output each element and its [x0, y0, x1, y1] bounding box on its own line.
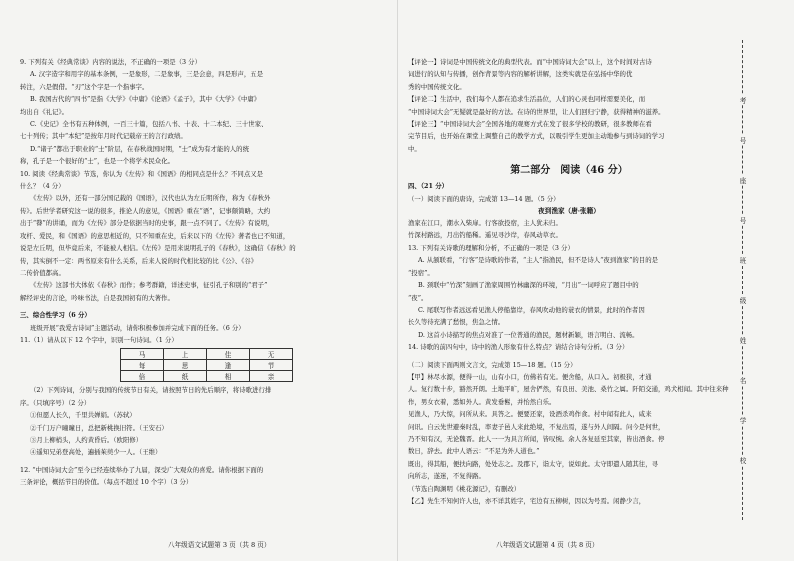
text-line: 序。（只填序号）（2 分）: [20, 398, 91, 407]
left-page-body: [20, 56, 390, 489]
text-line: 10. 阅读《经典常谈》节选，你认为《左传》和《国语》的相同点是什么？不同点又是: [20, 169, 264, 178]
text-line: 11.（1）请从以下 12 个字中，识别一句诗词。（1 分）: [20, 335, 178, 344]
text-line: 传》。后世学者研究这一说的很多，推论人的意见，《国语》重在“语”，记事颇简略，大约: [20, 206, 271, 215]
text-line: （二）阅读下面两则文言文，完成第 15—18 题。（15 分）: [408, 360, 577, 369]
text-line: 乃不知有汉，无论魏晋。此人一一为具言所闻，皆叹惋。余人各复延至其家，皆出酒食。停: [408, 434, 665, 443]
text-line: 二传价值都高。: [20, 268, 65, 277]
right-page: [398, 0, 736, 561]
grid-cell: 无: [250, 349, 293, 360]
text-line: “中国诗词大会”无疑就是最好的方法。在诗的世界里，让人们回归宁静，获得精神的滋养。: [408, 107, 665, 116]
grid-cell: 亲: [250, 371, 293, 382]
text-line: 均出自《礼记》。: [20, 107, 69, 116]
text-line: 14. 诗歌的前四句中，诗中的渔人形象有什么特点？请结合诗句分析。（3 分）: [408, 343, 629, 352]
binding-label: 号: [736, 215, 750, 225]
text-line: 【评论一】诗词是中国传统文化的典型代表。而“中国诗词大会”以上，这个时间对古诗: [408, 58, 652, 66]
text-line: A. 从颔联看，“行客”是诗歌的作者，“主人”指渔民，但不是诗人“夜到渔家”的目的是: [418, 256, 659, 265]
grid-cell: 思: [164, 360, 207, 371]
binding-label: 考: [736, 95, 750, 105]
text-line: 三条评论，概括节目的价值。（每点不超过 10 个字）（3 分）: [20, 478, 193, 487]
text-line: 渔家在江口，潮水入柴扉。行客欲投宿，主人犹未归。: [408, 219, 562, 228]
text-line: 见渔人，乃大惊，问所从来。具答之。便要还家，设酒杀鸡作食。村中闻有此人，咸来: [408, 410, 652, 419]
text-line: 向所志，遂迷，不复得路。: [408, 472, 485, 481]
text-line: 12. “中国诗词大会”至今已经连续举办了九届，深受广大观众的喜爱。请你根据下面的: [20, 465, 264, 474]
text-line: 长久等待充满了愁恨，焦急之情。: [408, 318, 505, 327]
text-line: 传，其实倒不一定：两书原来有什么关系，后来人说的时代相比较的比《公》、《谷》: [20, 256, 258, 265]
text-line: （2）下列诗词，分别与我国的传统节日有关，请按照节日的先后顺序，将诗歌进行排: [30, 386, 272, 395]
text-line: 【评论二】生活中，我们每个人都在追求生活品位，人们的心灵也同样需要美化，而: [408, 95, 646, 104]
text-line: 七十列传；其中“本纪”是按年月时代记载帝王的言行政绩。: [20, 132, 187, 141]
binding-label: 校: [736, 455, 750, 465]
text-line: 转注，六是假借。“刃”这个字是一个指事字。: [20, 82, 149, 91]
grid-cell: 马: [121, 349, 164, 360]
text-line: C. 尾联写作者远远看见渔人停船靠岸，春风吹动他的蓑衣的情景，此时的作者因: [418, 305, 645, 314]
text-line: ④遥知兄弟登高处，遍插茱萸少一人。（王维）: [30, 448, 162, 457]
binding-label: 级: [736, 295, 750, 305]
text-line: D. 这首小诗描写的焦点对准了一位普通的渔民，题材新颖，语言明白、流畅。: [418, 330, 639, 339]
text-line: 三、综合性学习（6 分）: [20, 311, 91, 320]
text-line: B. 颈联中“竹深”刻画了渔家周围竹林幽深的环境，“月出”一词呼应了题目中的: [418, 281, 639, 290]
text-line: 数日，辞去。此中人语云：“不足为外人道也。”: [408, 447, 540, 456]
binding-label: 号: [736, 135, 750, 145]
text-line: ①但愿人长久，千里共婵娟。（苏轼）: [30, 411, 136, 420]
text-line: A. 汉字造字和用字的基本条例，一是象形，二是象事，三是会意，四是形声，五是: [30, 70, 264, 79]
binding-label: 座: [736, 175, 750, 185]
binding-dash-line: [742, 40, 743, 520]
grid-cell: 纸: [164, 371, 207, 382]
grid-cell: 倍: [121, 371, 164, 382]
text-line: 《左传》以外，还有一部分国记载的《国语》，汉代也认为左丘明所作，称为《春秋外: [30, 194, 271, 203]
text-line: 人。复行数十步，豁然开朗。土地平旷，屋舍俨然，有良田、美池、桑竹之属。阡陌交通，鸡犬相闻。其中往来种: [408, 385, 729, 394]
left-page-footer: 八年级语文试题第 3 页（共 8 页）: [168, 541, 271, 549]
binding-label: 班: [736, 255, 750, 265]
grid-cell: 逢: [207, 360, 250, 371]
text-line: 【评论三】“中国诗词大会”全国各地的观赛方式在发了很多学校的教研，很多教师在看: [408, 120, 652, 129]
text-line: 什么？（4 分）: [20, 182, 65, 191]
text-line: 【甲】林尽水源，便得一山，山有小口，仿佛若有光。便舍船，从口入。初极狭，才通: [408, 372, 652, 381]
grid-cell: 每: [121, 360, 164, 371]
text-line: （节选自陶渊明《桃花源记》，有删改）: [408, 484, 521, 493]
grid-cell: 上: [164, 349, 207, 360]
text-line: 出于“瞽”的讲诵，而为《左传》部分是依据当时的史事，跟一点不同了。《左传》有说明，: [20, 219, 274, 228]
grid-cell: 相: [207, 371, 250, 382]
text-line: 9. 下列有关《经典常谈》内容的说法，不正确的一项是（3 分）: [20, 58, 202, 66]
binding-label: 学: [736, 415, 750, 425]
text-line: 完节目后，也开始在课堂上调整自己的教学方式，以吸引学生更加主动地参与到诗词的学习: [408, 132, 665, 141]
text-line: 词进行的认知与传播，创作背景等内容的解析讲解，这类实就是在弘扬中华的优: [408, 70, 633, 79]
text-line: （一）阅读下面的唐诗，完成第 13—14 题。（5 分）: [408, 194, 560, 203]
text-line: 13. 下列有关诗歌的理解和分析，不正确的一项是（3 分）: [408, 243, 574, 252]
text-line: 称，孔子是一个很好的“士”，也是一个将学术民众化。: [20, 157, 175, 166]
text-line: “夜”。: [408, 293, 428, 302]
text-line: 问讯。自云先世避秦时乱，率妻子邑人来此绝境，不复出焉，遂与外人间隔。问今是何世，: [408, 422, 665, 431]
text-line: ②千门万户曈曈日，总把新桃换旧符。（王安石）: [30, 423, 168, 432]
text-line: 中。: [408, 144, 421, 153]
right-page-reading: [408, 180, 730, 507]
text-line: “投宿”。: [408, 268, 434, 277]
part-two-title: 第二部分 阅读（46 分）: [510, 165, 628, 177]
text-line: B. 我国古代的“四书”是指《大学》《中庸》《论语》《孟子》，其中《大学》《中庸》: [30, 95, 261, 104]
binding-label: 姓: [736, 335, 750, 345]
text-line: 《左传》这部书大体依《春秋》而作；参考群籍，详述史事，征引孔子和别的“君子”: [30, 281, 268, 290]
text-line: C.《史记》全书有五种体例，一百三十篇，包括八书、十表、十二本纪、三十世家、: [30, 120, 268, 129]
grid-cell: 佳: [207, 349, 250, 360]
binding-margin: [736, 0, 794, 561]
text-line: 既出，得其船，便扶向路，处处志之。及郡下，诣太守，说如此。太守即遣人随其往，寻: [408, 459, 659, 468]
text-line: 班级开展“我爱古诗词”主题活动，请你积极参加并完成下面的任务。（6 分）: [30, 323, 245, 332]
poem-character-grid: [120, 348, 293, 382]
text-line: 四、（21 分）: [408, 182, 449, 191]
right-page-comments: [408, 56, 730, 155]
text-line: 秀的中国传统文化。: [408, 82, 466, 91]
text-line: 作，男女衣着，悉如外人。黄发垂髫，并怡然自乐。: [408, 397, 556, 406]
text-line: 竹深村路远，月出钓船稀。遥见寻沙岸，春风动草衣。: [408, 231, 562, 240]
text-line: 【乙】先生不知何许人也，亦不详其姓字，宅边有五柳树，因以为号焉。闲静少言，: [408, 497, 646, 505]
text-line: 攻杆、爱民，和《国语》的意思相近的，只不知重在史，后来以下的《左传》著者也已不知道，: [20, 231, 290, 240]
grid-cell: 节: [250, 360, 293, 371]
text-line: D.“诸子”都出于职业的“士”阶层，在春秋战国时期，“士”成为有才能的人的统: [30, 144, 250, 153]
text-line: ③月上柳梢头，人约黄昏后。（欧阳修）: [30, 435, 143, 444]
binding-label: 名: [736, 375, 750, 385]
right-page-footer: 八年级语文试题第 4 页（共 8 页）: [496, 541, 599, 549]
text-line: 说是左丘明，但毕竟后来，不能被人相信。《左传》是用来说明孔子的《春秋》，这确信《春秋》的: [20, 244, 296, 253]
poem-title: 夜到渔家（唐·张籍）: [538, 207, 600, 216]
text-line: 解经评史的言论，吟味书法，自是我国初有的大著作。: [20, 293, 174, 302]
